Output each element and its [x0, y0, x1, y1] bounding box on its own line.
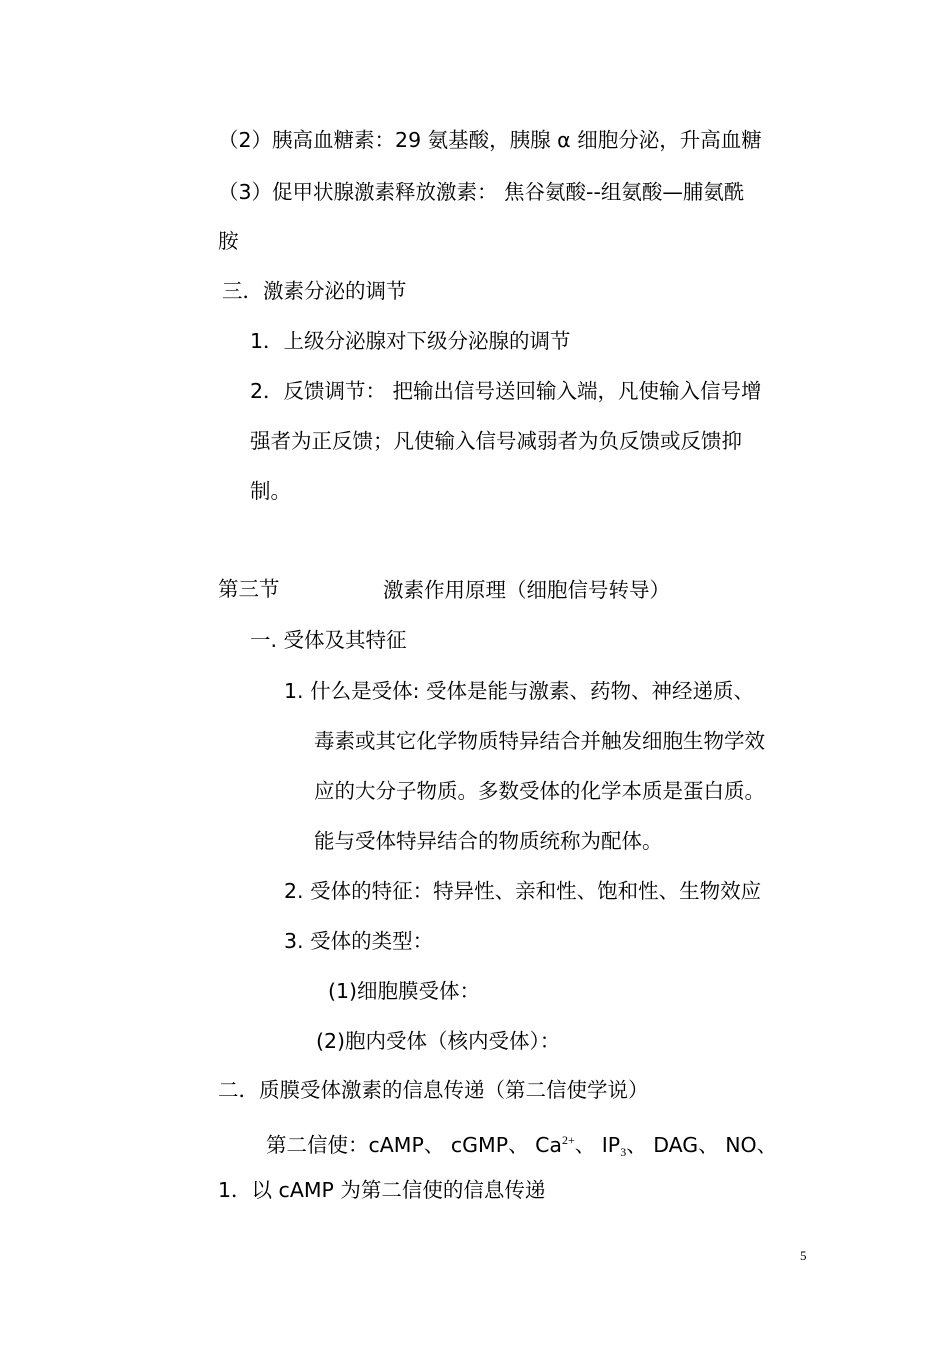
ip3-subscript: 3: [620, 1145, 627, 1159]
text-line-second-messengers: [266, 1125, 777, 1167]
text-line-receptor-definition-3: 应的大分子物质。多数受体的化学本质是蛋白质。: [314, 779, 765, 803]
page-number: 5: [800, 1248, 807, 1263]
text-line-upper-gland: 1．上级分泌腺对下级分泌腺的调节: [250, 329, 571, 353]
text-line-receptor-definition-4: 能与受体特异结合的物质统称为配体。: [314, 829, 663, 853]
section-title: 激素作用原理（细胞信号转导）: [383, 578, 670, 602]
text-line-intracellular-receptor: (2)胞内受体（核内受体）：: [316, 1029, 561, 1053]
text-line-receptor-types: 3. 受体的类型：: [284, 929, 434, 953]
text-line-receptor-features: 2. 受体的特征：特异性、亲和性、饱和性、生物效应: [284, 879, 762, 903]
text-line-glucagon: （2）胰高血糖素：29 氨基酸，胰腺 α 细胞分泌，升高血糖: [218, 128, 762, 152]
text-line-camp-signaling: 1．以 cAMP 为第二信使的信息传递: [218, 1178, 546, 1202]
second-messengers-suffix: 、 DAG、 NO、: [626, 1133, 778, 1157]
heading-receptor-features: 一. 受体及其特征: [250, 628, 407, 652]
heading-hormone-secretion-regulation: 三．激素分泌的调节: [222, 279, 407, 303]
text-line-receptor-definition-2: 毒素或其它化学物质特异结合并触发细胞生物学效: [314, 729, 765, 753]
heading-second-messenger-theory: 二．质膜受体激素的信息传递（第二信使学说）: [218, 1078, 649, 1102]
text-line-membrane-receptor: (1)细胞膜受体：: [328, 979, 481, 1003]
text-line-trh: （3）促甲状腺激素释放激素： 焦谷氨酸--组氨酸—脯氨酰: [218, 180, 745, 204]
second-messengers-prefix: 第二信使：cAMP、 cGMP、 Ca: [266, 1133, 562, 1157]
calcium-charge: 2+: [561, 1133, 575, 1147]
text-line-receptor-definition: 1. 什么是受体: 受体是能与激素、药物、神经递质、: [284, 679, 754, 703]
text-line-feedback: 2．反馈调节： 把输出信号送回输入端，凡使输入信号增: [250, 379, 762, 403]
second-messengers-mid: 、 IP: [574, 1133, 621, 1157]
text-line-feedback-end: 制。: [250, 479, 291, 503]
text-line-trh-cont: 胺: [218, 229, 239, 253]
section-label: 第三节: [218, 579, 280, 601]
text-line-feedback-cont: 强者为正反馈；凡使输入信号减弱者为负反馈或反馈抑: [250, 429, 742, 453]
